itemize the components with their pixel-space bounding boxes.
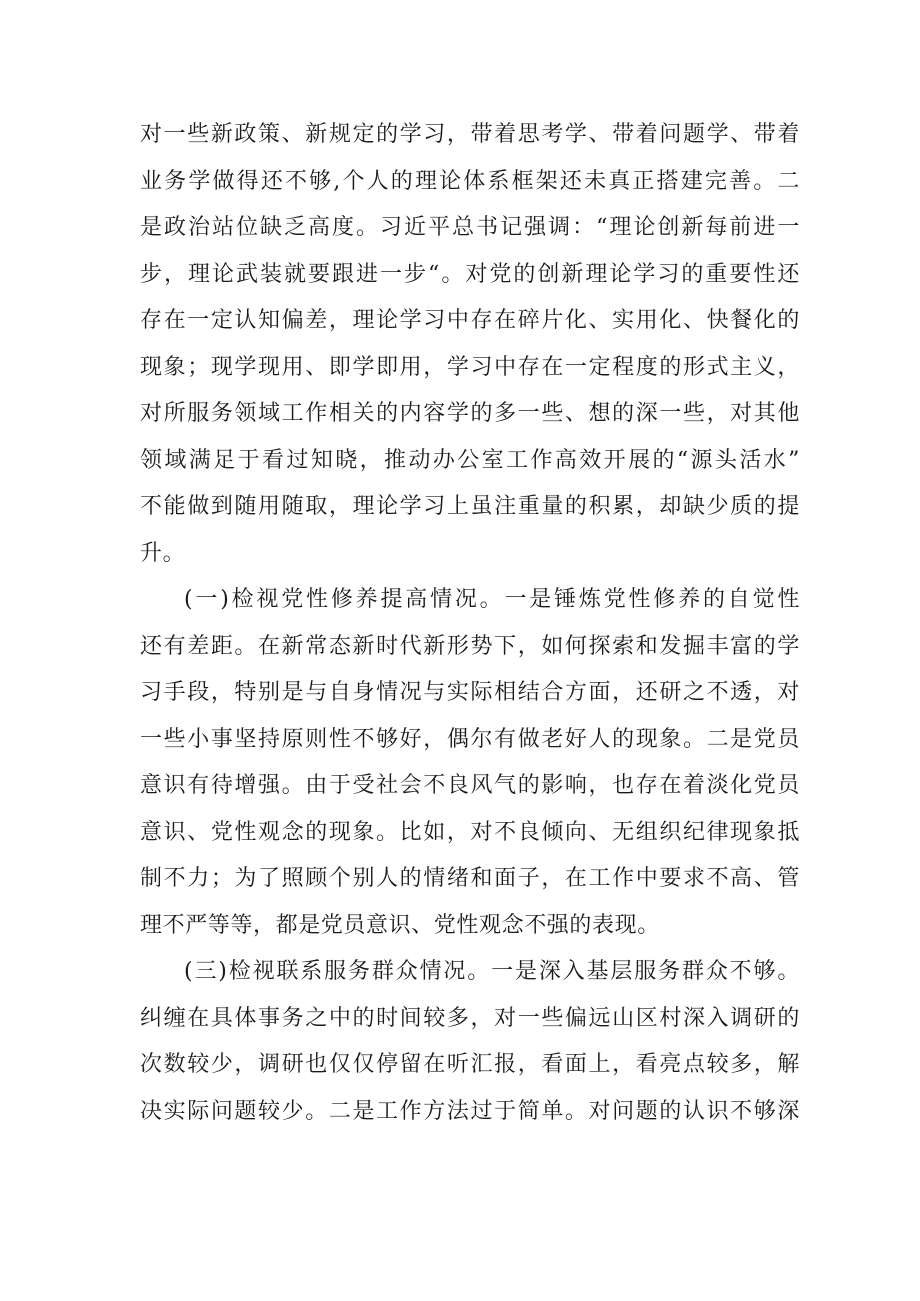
paragraph-1-line: 升。 [140,540,186,566]
paragraph-3-line: 次数较少，调研也仅仅停留在听汇报，看面上，看亮点较多，解 [140,1052,800,1077]
paragraph-1-line: 领域满足于看过知晓，推动办公室工作高效开展的“源头活水” [140,447,800,473]
paragraph-2-line: 意识、党性观念的现象。比如，对不良倾向、无组织纪律现象抵 [140,819,800,845]
paragraph-1-line: 业务学做得还不够,个人的理论体系框架还未真正搭建完善。二 [140,168,800,194]
paragraph-2-line: 理不严等等，都是党员意识、党性观念不强的表现。 [140,912,660,938]
paragraph-3-line: 决实际问题较少。二是工作方法过于简单。对问题的认识不够深 [140,1098,800,1124]
paragraph-3-line: 纠缠在具体事务之中的时间较多，对一些偏远山区村深入调研的 [140,1005,800,1031]
paragraph-1-line: 是政治站位缺乏高度。习近平总书记强调：“理论创新每前进一 [140,215,800,240]
paragraph-1-line: 对一些新政策、新规定的学习，带着思考学、带着问题学、带着 [140,122,800,147]
paragraph-2-line: 习手段，特别是与自身情况与实际相结合方面，还研之不透，对 [140,680,800,705]
paragraph-2-first-line: (一)检视党性修养提高情况。一是锤炼党性修养的自觉性 [184,587,800,612]
paragraph-2-line: 还有差距。在新常态新时代新形势下，如何探索和发掘丰富的学 [140,633,800,659]
paragraph-2-line: 意识有待增强。由于受社会不良风气的影响，也存在着淡化党员 [140,773,800,798]
paragraph-3-first-line: (三)检视联系服务群众情况。一是深入基层服务群众不够。 [184,959,800,984]
paragraph-2-line: 制不力；为了照顾个别人的情绪和面子，在工作中要求不高、管 [140,866,800,891]
paragraph-1-line: 存在一定认知偏差，理论学习中存在碎片化、实用化、快餐化的 [140,308,800,333]
document-body [140,112,800,1135]
paragraph-1-line: 不能做到随用随取，理论学习上虽注重量的积累，却缺少质的提 [140,494,800,519]
paragraph-1-line: 步，理论武装就要跟进一步“。对党的创新理论学习的重要性还 [140,261,800,287]
paragraph-1-line: 对所服务领域工作相关的内容学的多一些、想的深一些，对其他 [140,401,800,426]
paragraph-1-line: 现象；现学现用、即学即用，学习中存在一定程度的形式主义， [140,354,800,380]
paragraph-2-line: 一些小事坚持原则性不够好，偶尔有做老好人的现象。二是党员 [140,726,800,752]
